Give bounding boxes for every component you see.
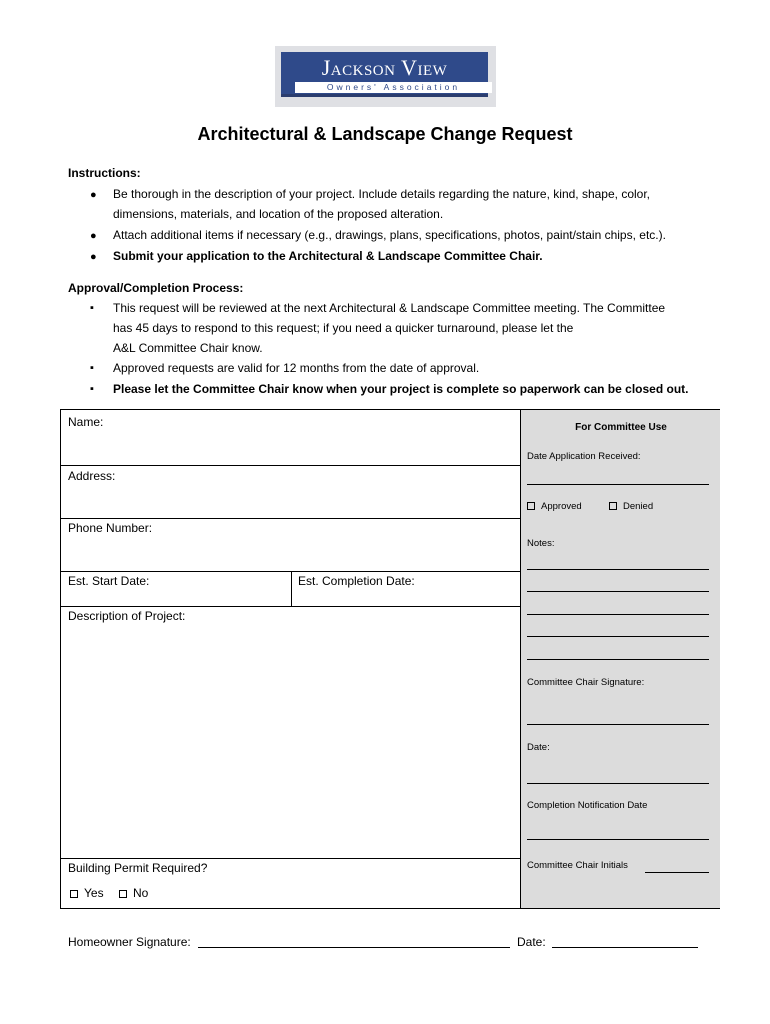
start-date-label: Est. Start Date: [68, 574, 150, 588]
checkbox-icon [119, 890, 127, 898]
homeowner-signature-label: Homeowner Signature: [68, 935, 191, 949]
checkbox-icon [527, 502, 535, 510]
fill-line [527, 659, 709, 660]
bullet-icon: ● [90, 251, 97, 263]
logo-subtitle: Owners' Association [295, 82, 492, 93]
approval-item: A&L Committee Chair know. [113, 341, 263, 355]
request-form [60, 409, 720, 909]
approved-label: Approved [541, 501, 582, 512]
approval-item: This request will be reviewed at the next Architectural & Landscape Committee meeting. The Committee [113, 301, 666, 315]
instructions-heading: Instructions: [68, 166, 141, 180]
denied-option[interactable] [609, 501, 653, 512]
committee-panel [520, 410, 720, 908]
instruction-item: Submit your application to the Architectural & Landscape Committee Chair. [113, 249, 543, 263]
page-title: Architectural & Landscape Change Request [197, 124, 573, 144]
name-label: Name: [68, 415, 104, 429]
footer-date-label: Date: [517, 935, 546, 949]
fill-line [527, 636, 709, 637]
chair-signature-label: Committee Chair Signature: [527, 677, 645, 688]
divider [61, 518, 520, 519]
phone-label: Phone Number: [68, 521, 153, 535]
approval-item: Approved requests are valid for 12 months from the date of approval. [113, 361, 480, 375]
received-label: Date Application Received: [527, 451, 641, 462]
date-label: Date: [527, 742, 550, 753]
divider [291, 571, 292, 606]
instruction-item: Attach additional items if necessary (e.g., drawings, plans, specifications, photos, paint/stain chips, etc.). [113, 228, 666, 242]
permit-yes-option[interactable] [70, 886, 104, 900]
bullet-icon: ● [90, 230, 97, 242]
square-bullet-icon: ▪ [90, 362, 94, 374]
logo-panel [281, 52, 488, 97]
checkbox-icon [609, 502, 617, 510]
logo-name: Jackson View [321, 55, 448, 80]
date-line[interactable] [552, 947, 698, 948]
fill-line [527, 484, 709, 485]
permit-label: Building Permit Required? [68, 861, 208, 875]
yes-label: Yes [84, 886, 104, 900]
square-bullet-icon: ▪ [90, 302, 94, 314]
approval-heading: Approval/Completion Process: [68, 281, 244, 295]
divider [61, 858, 520, 859]
notes-label: Notes: [527, 538, 555, 549]
divider [61, 465, 520, 466]
fill-line [527, 614, 709, 615]
divider [61, 606, 520, 607]
fill-line [645, 872, 709, 873]
bullet-icon: ● [90, 189, 97, 201]
denied-label: Denied [623, 501, 654, 512]
notification-date-label: Completion Notification Date [527, 800, 648, 811]
checkbox-icon [70, 890, 78, 898]
fill-line [527, 839, 709, 840]
fill-line [527, 569, 709, 570]
approved-option[interactable] [527, 501, 582, 512]
completion-date-label: Est. Completion Date: [298, 574, 415, 588]
square-bullet-icon: ▪ [90, 383, 94, 395]
fill-line [527, 591, 709, 592]
committee-heading: For Committee Use [575, 422, 667, 433]
approval-item: has 45 days to respond to this request; if you need a quicker turnaround, please let the [113, 321, 574, 335]
instruction-item: Be thorough in the description of your project. Include details regarding the nature, kind, shape, color, [113, 187, 650, 201]
permit-no-option[interactable] [119, 886, 148, 900]
signature-line[interactable] [198, 947, 510, 948]
chair-initials-label: Committee Chair Initials [527, 860, 628, 871]
association-logo [275, 46, 496, 107]
approval-item: Please let the Committee Chair know when your project is complete so paperwork can be closed out. [113, 382, 689, 396]
fill-line [527, 724, 709, 725]
instruction-item: dimensions, materials, and location of the proposed alteration. [113, 207, 444, 221]
address-label: Address: [68, 469, 116, 483]
fill-line [527, 783, 709, 784]
description-label: Description of Project: [68, 609, 186, 623]
no-label: No [133, 886, 149, 900]
